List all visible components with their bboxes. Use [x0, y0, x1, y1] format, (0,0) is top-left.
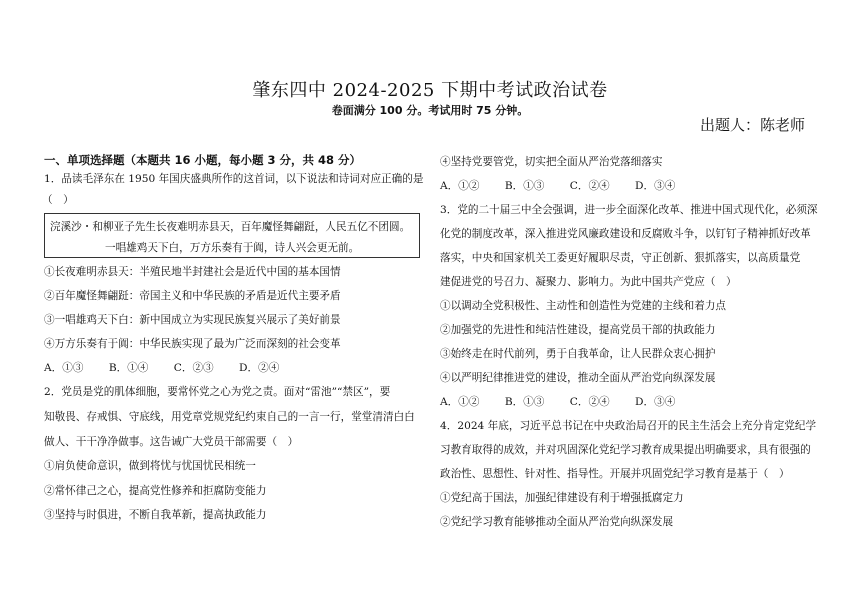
- q1-stem-line2: （ ）: [42, 194, 74, 206]
- q3-options: [440, 394, 697, 409]
- poem-box: [44, 213, 420, 258]
- q2-option-d[interactable]: D．③④: [635, 180, 676, 192]
- q3-statement-1: ①以调动全党积极性、主动性和创造性为党建的主线和着力点: [440, 300, 727, 312]
- q2-option-b[interactable]: B．①③: [504, 180, 545, 192]
- q2-option-a[interactable]: A．①②: [440, 180, 480, 192]
- right-column: [440, 0, 840, 608]
- poem-line-2: 一唱雄鸡天下白，万方乐奏有于阗，诗人兴会更无前。: [105, 242, 360, 254]
- q4-stem-line3: 政治性、思想性、针对性、指导性。开展并巩固党纪学习教育是基于（ ）: [440, 468, 790, 480]
- q2-stem-line1: 2．党员是党的肌体细胞，要常怀党之心为党之责。面对“雷池”“禁区”，要: [44, 386, 391, 398]
- q1-statement-3: ③一唱雄鸡天下白：新中国成立为实现民族复兴展示了美好前景: [44, 314, 341, 326]
- q2-option-c[interactable]: C．②④: [569, 180, 610, 192]
- q3-option-c[interactable]: C．②④: [569, 396, 610, 408]
- q3-statement-2: ②加强党的先进性和纯洁性建设，提高党员干部的执政能力: [440, 324, 716, 336]
- q2-statement-3: ③坚持与时俱进，不断自我革新，提高执政能力: [44, 509, 267, 521]
- exam-title: 肇东四中 2024-2025 下期中考试政治试卷: [252, 80, 608, 101]
- q2-stem-line3: 做人、干干净净做事。这告诫广大党员干部需要（ ）: [44, 436, 299, 448]
- q3-statement-4: ④以严明纪律推进党的建设，推动全面从严治党向纵深发展: [440, 372, 716, 384]
- q2-statement-1: ①肩负使命意识，做到将忧与忧国忧民相统一: [44, 460, 256, 472]
- q1-statement-2: ②百年魔怪舞翩跹：帝国主义和中华民族的矛盾是近代主要矛盾: [44, 290, 341, 302]
- q2-options: [440, 178, 697, 193]
- q3-option-b[interactable]: B．①③: [504, 396, 545, 408]
- exam-author: 出题人：陈老师: [700, 116, 806, 134]
- q3-statement-3: ③始终走在时代前列，勇于自我革命，让人民群众衷心拥护: [440, 348, 716, 360]
- poem-line-1: 浣溪沙・和柳亚子先生长夜难明赤县天，百年魔怪舞翩跹，人民五亿不团圆。: [50, 221, 411, 233]
- exam-subtitle: 卷面满分 100 分。考试用时 75 分钟。: [331, 104, 529, 117]
- q4-stem-line2: 习教育取得的成效，并对巩固深化党纪学习教育成果提出明确要求，具有很强的: [440, 444, 811, 456]
- q3-option-a[interactable]: A．①②: [440, 396, 480, 408]
- left-column: [44, 0, 424, 608]
- q4-stem-line1: 4．2024 年底，习近平总书记在中央政治局召开的民主生活会上充分肯定党纪学: [440, 420, 817, 432]
- q1-statement-1: ①长夜难明赤县天：半殖民地半封建社会是近代中国的基本国情: [44, 266, 341, 278]
- q1-options: [44, 360, 301, 375]
- q4-statement-1: ①党纪高于国法，加强纪律建设有利于增强抵腐定力: [440, 492, 684, 504]
- q3-stem-line2: 化党的制度改革，深入推进党风廉政建设和反腐败斗争，以钉钉子精神抓好改革: [440, 228, 811, 240]
- q1-stem-line1: 1．品读毛泽东在 1950 年国庆盛典所作的这首词，以下说法和诗词对应正确的是: [44, 173, 424, 185]
- q3-stem-line1: 3．党的二十届三中全会强调，进一步全面深化改革、推进中国式现代化，必须深: [440, 204, 818, 216]
- section-heading: 一、单项选择题（本题共 16 小题，每小题 3 分，共 48 分）: [44, 153, 362, 167]
- q3-stem-line3: 落实，中央和国家机关工委更好履职尽责，守正创新、狠抓落实，以高质量党: [440, 252, 801, 264]
- q4-statement-2: ②党纪学习教育能够推动全面从严治党向纵深发展: [440, 516, 674, 528]
- q1-statement-4: ④万方乐奏有于阗：中华民族实现了最为广泛而深刻的社会变革: [44, 338, 341, 350]
- q1-option-b[interactable]: B．①④: [108, 362, 149, 374]
- q1-option-a[interactable]: A．①③: [44, 362, 84, 374]
- q2-statement-4: ④坚持党要管党，切实把全面从严治党落细落实: [440, 156, 663, 168]
- q1-option-c[interactable]: C．②③: [173, 362, 214, 374]
- q3-stem-line4: 建促进党的号召力、凝聚力、影响力。为此中国共产党应（ ）: [440, 276, 737, 288]
- q2-statement-2: ②常怀律己之心，提高党性修养和拒腐防变能力: [44, 485, 267, 497]
- q1-option-d[interactable]: D．②④: [239, 362, 280, 374]
- q3-option-d[interactable]: D．③④: [635, 396, 676, 408]
- q2-stem-line2: 知敬畏、存戒惧、守底线，用党章党规党纪约束自己的一言一行，堂堂清清白白: [44, 411, 415, 423]
